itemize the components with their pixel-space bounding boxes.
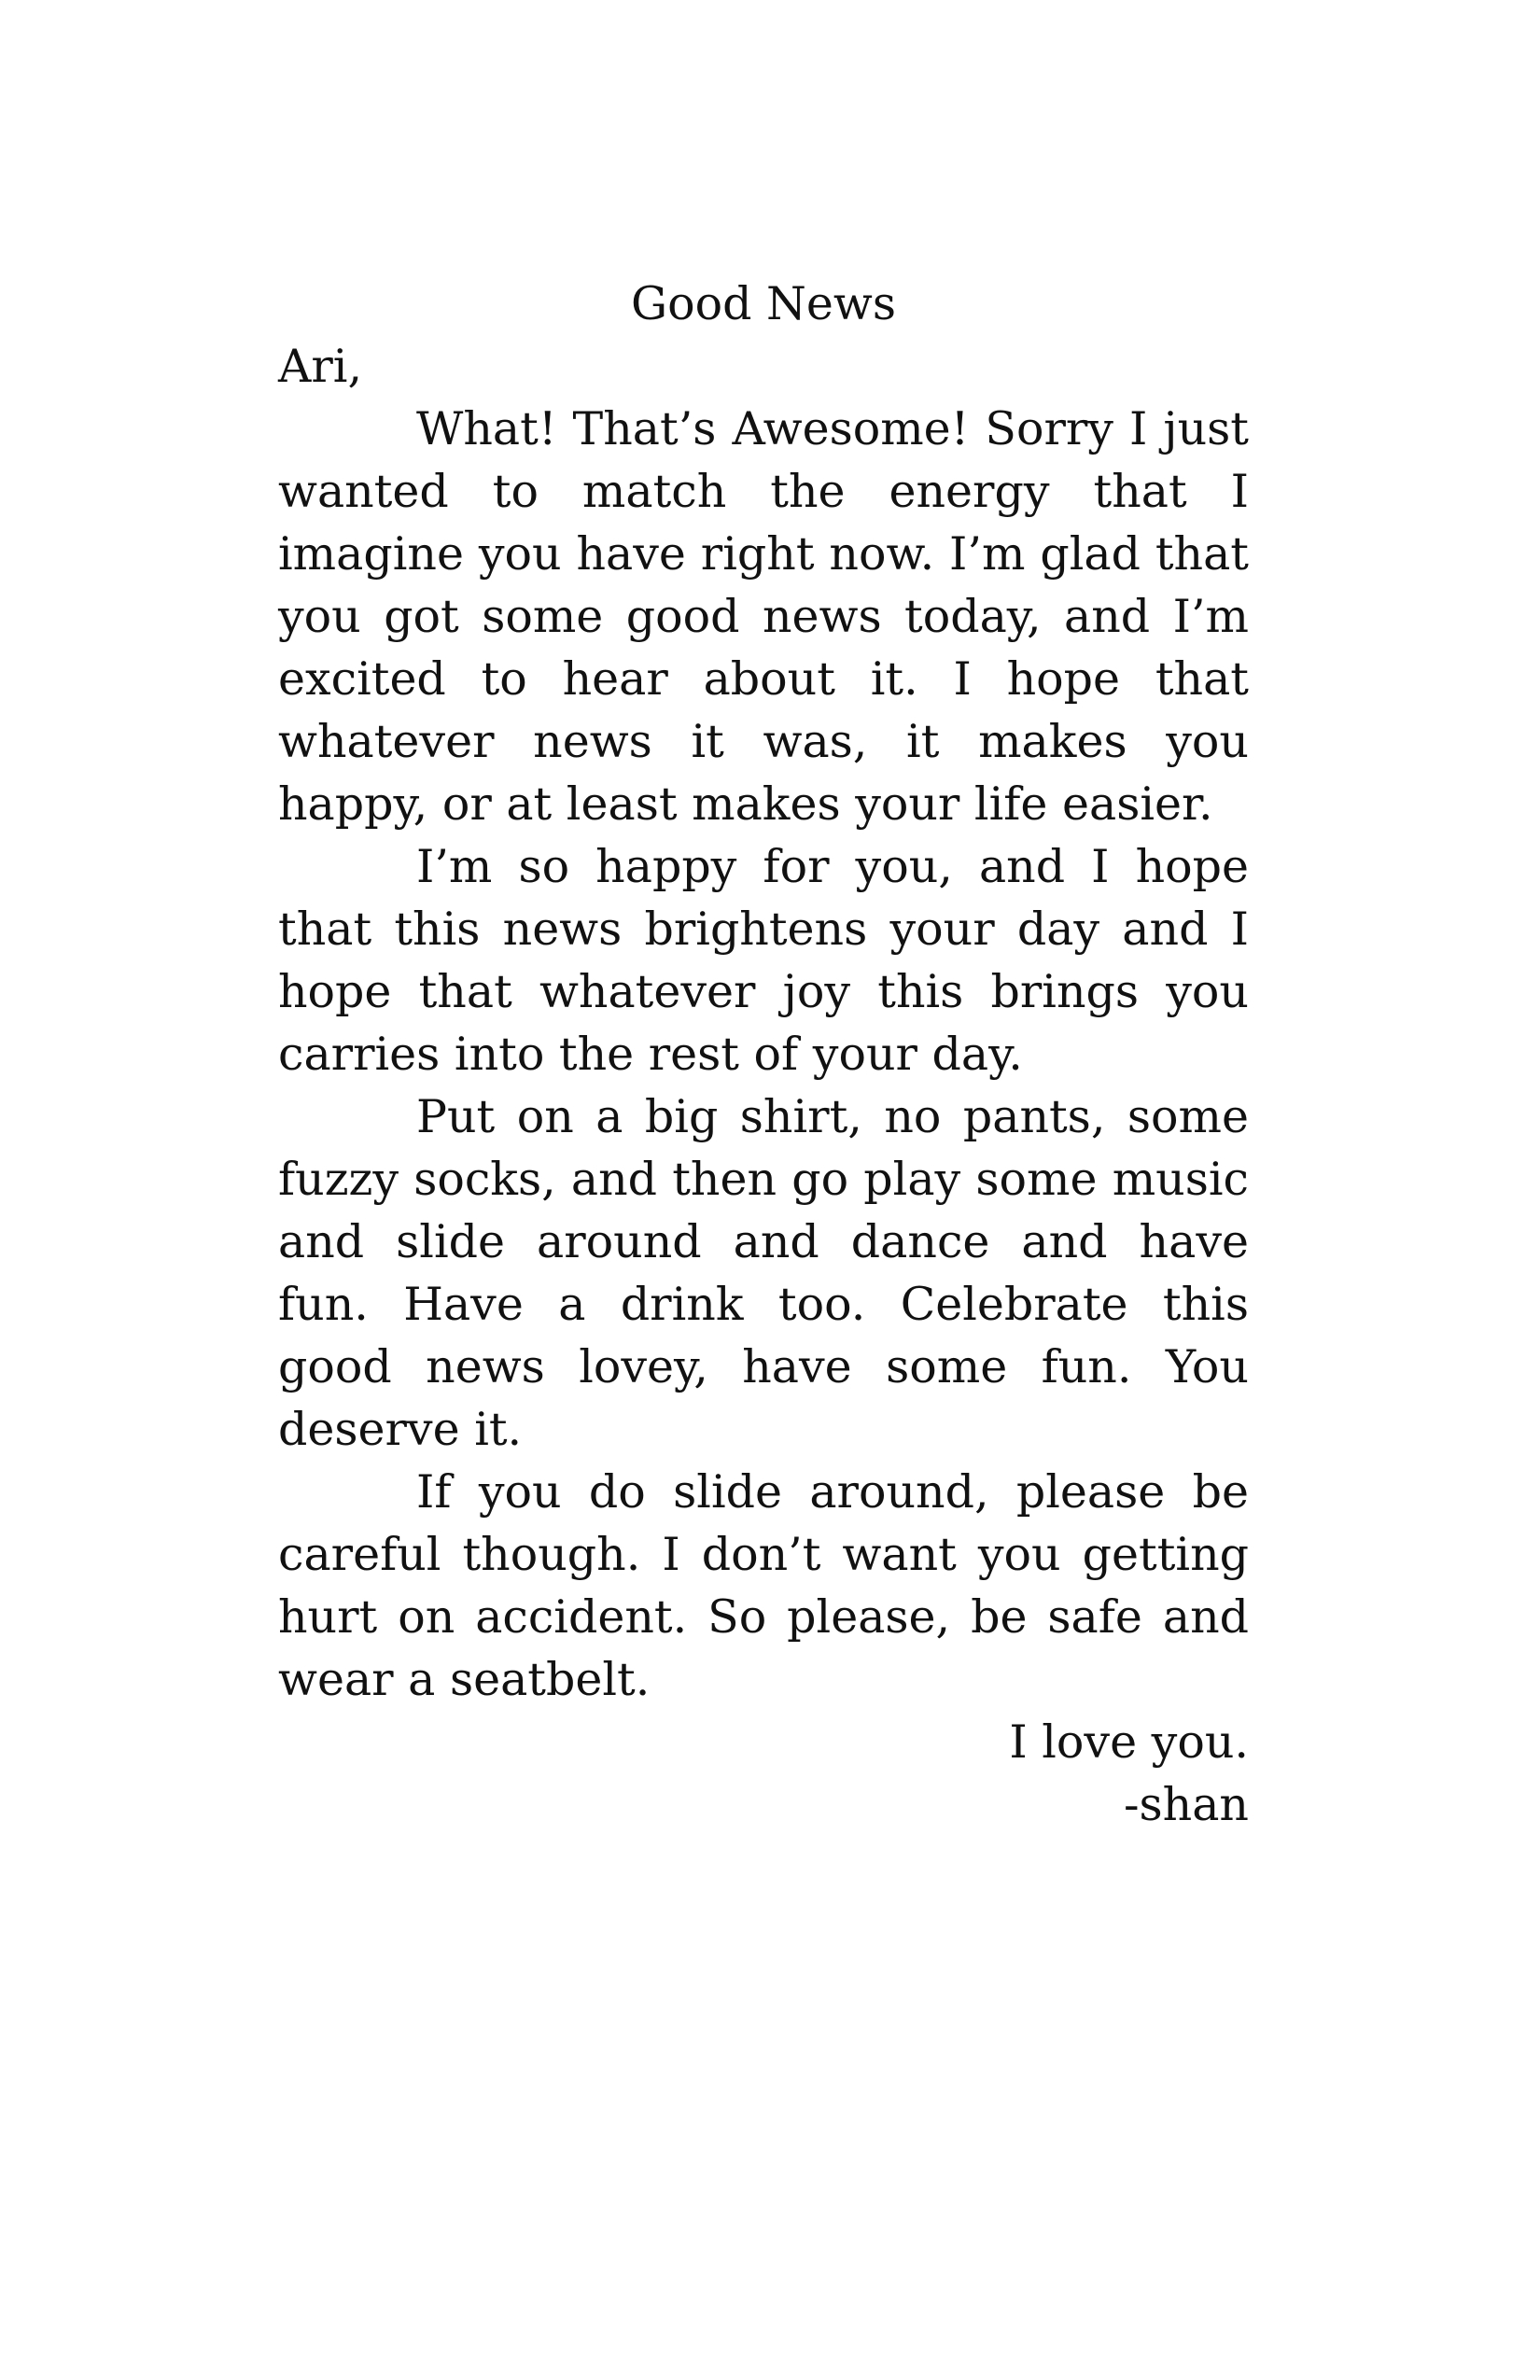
closing-line: I love you. (1009, 1715, 1249, 1769)
paragraph-2: I’m so happy for you, and I hope that this news brightens your day and I hope that whatever joy this brings you carries into the rest of your day. (278, 840, 1249, 1081)
paragraph-4: If you do slide around, please be careful though. I don’t want you getting hurt on accident. So please, be safe and wear a seatbelt. (278, 1465, 1249, 1706)
signature: -shan (1123, 1778, 1249, 1831)
paragraph-3: Put on a big shirt, no pants, some fuzzy socks, and then go play some music and slide around and dance and have fun. Have a drink too. Celebrate this good news lovey, have some fun. You deserve it. (278, 1090, 1249, 1456)
salutation: Ari, (278, 340, 363, 393)
letter-title: Good News (630, 277, 897, 330)
paragraph-1: What! That’s Awesome! Sorry I just wanted to match the energy that I imagine you have right now. I’m glad that you got some good news today, and I’m excited to hear about it. I hope that whatever news it was, it makes you happy, or at least makes your life easier. (278, 402, 1249, 831)
letter-page (278, 273, 1249, 1836)
